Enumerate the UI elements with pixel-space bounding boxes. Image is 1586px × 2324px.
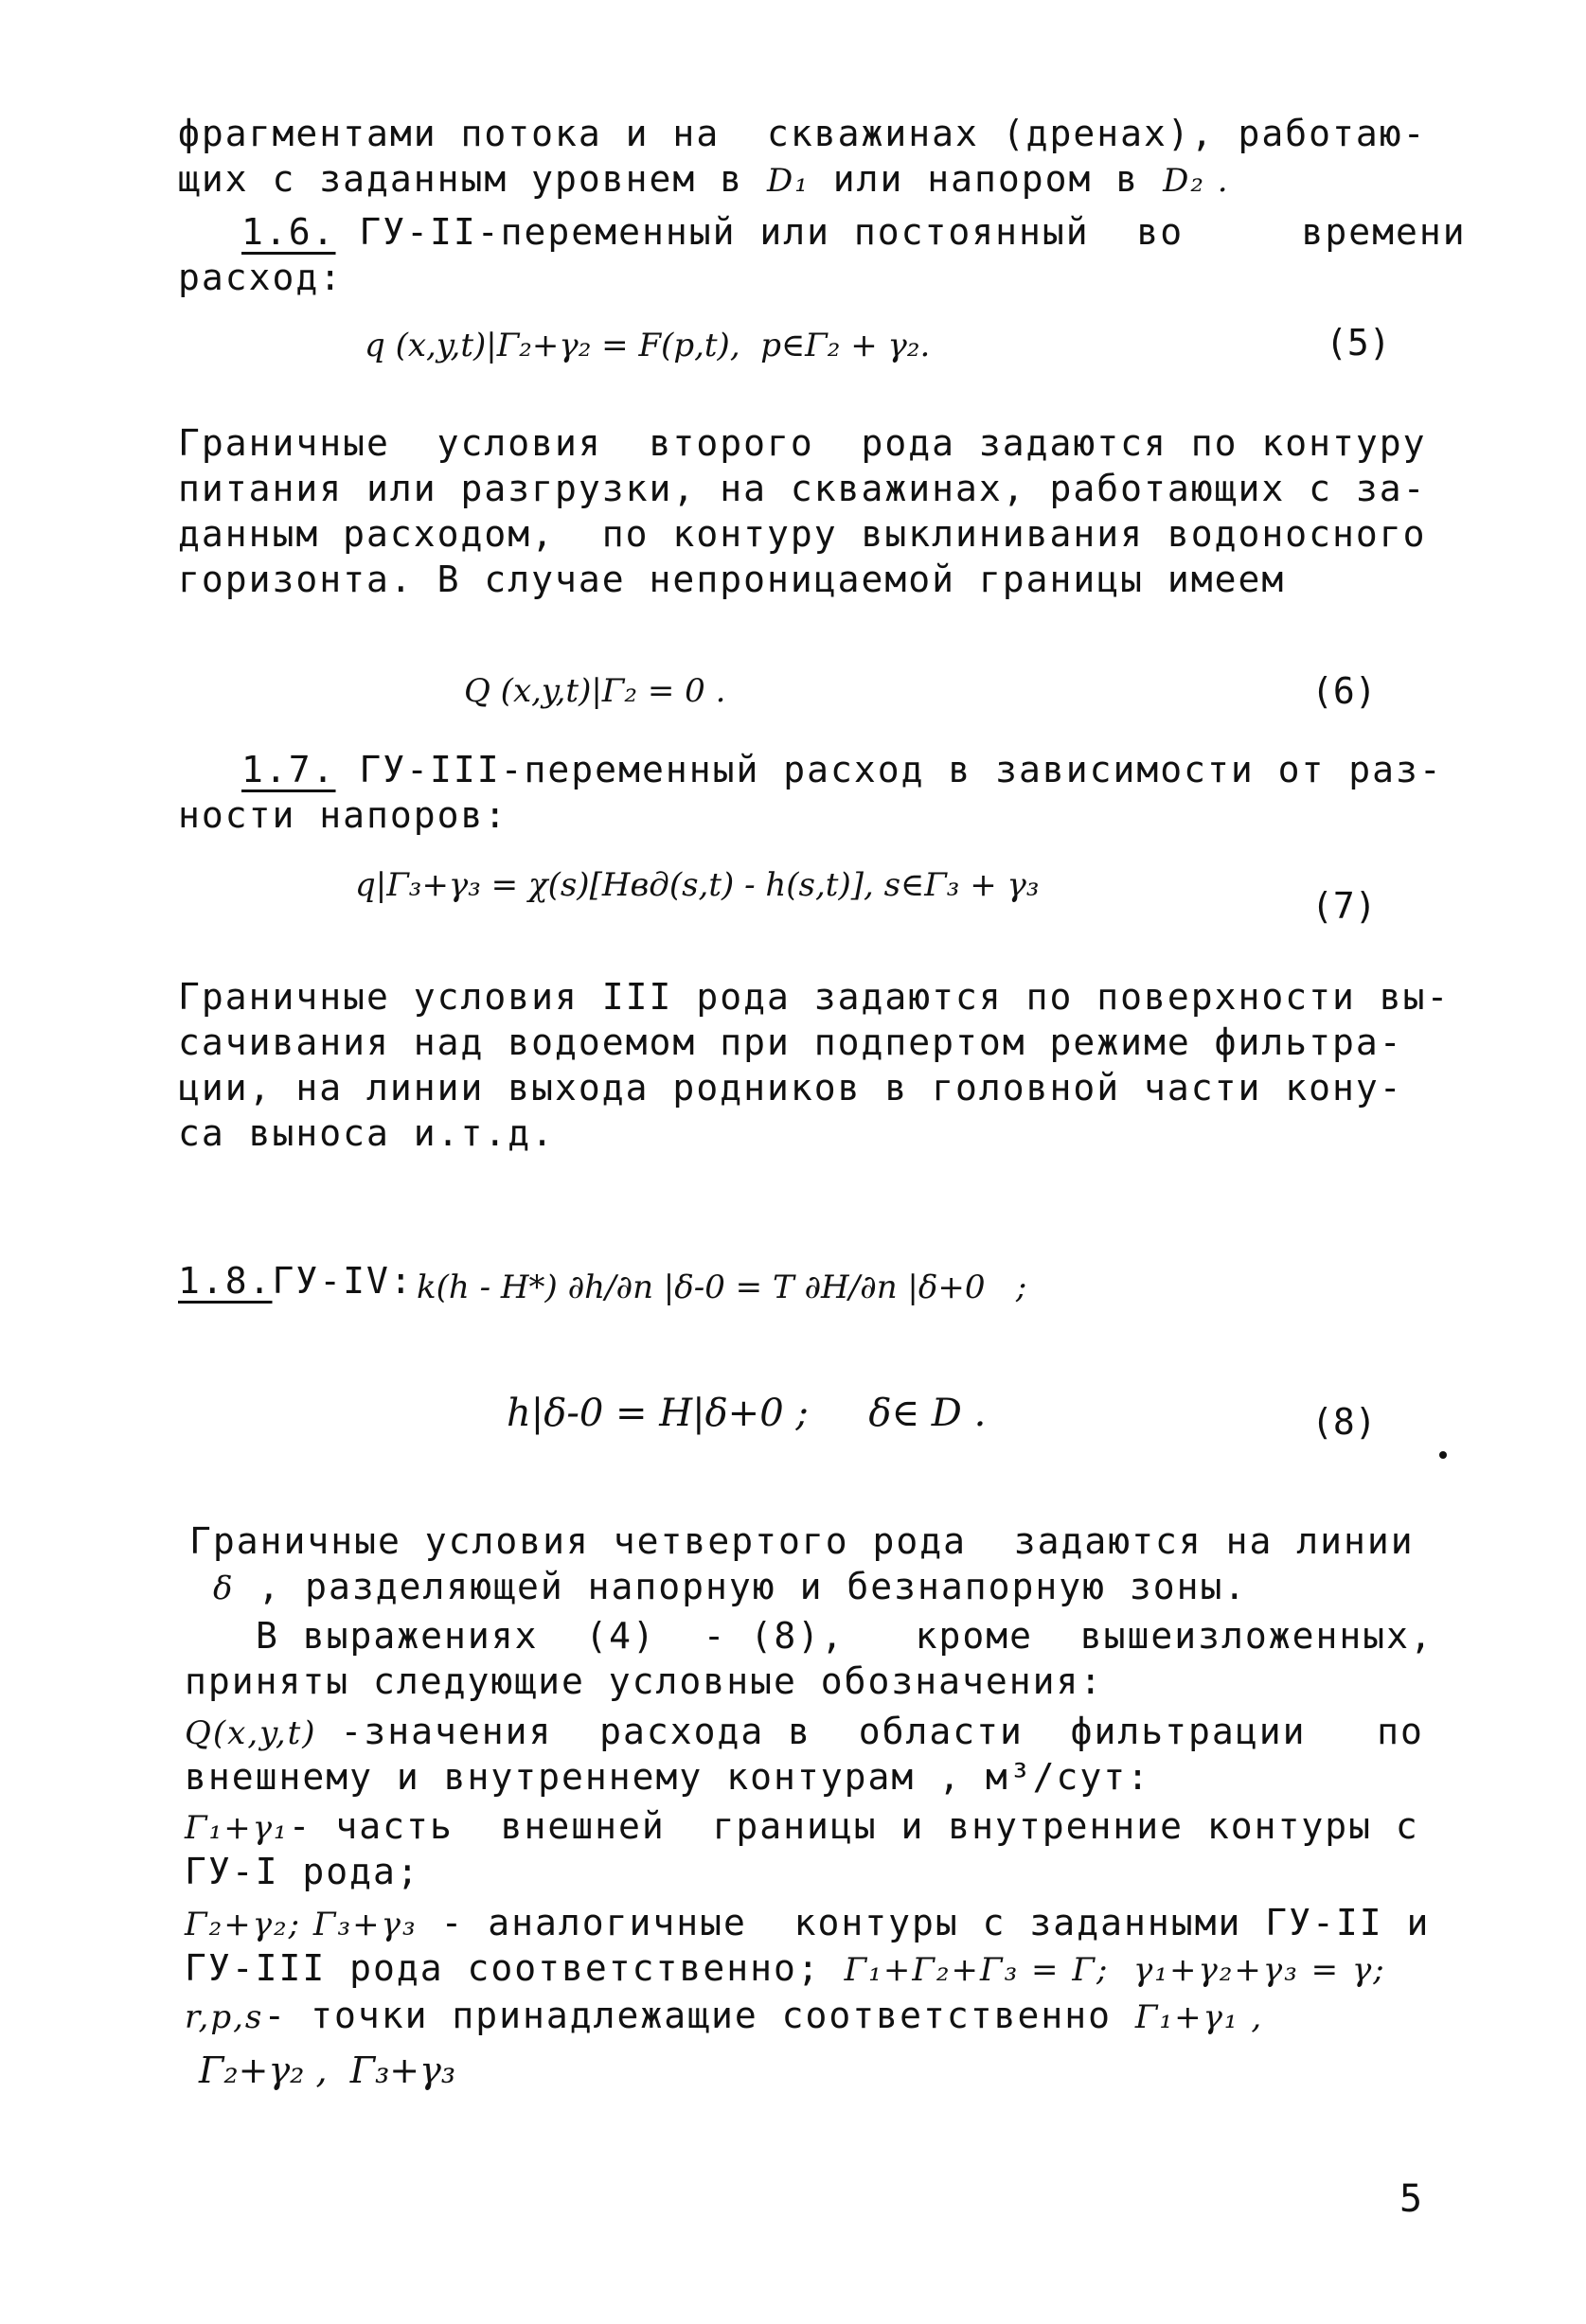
text-line: Граничные условия III рода задаются по поверхности вы- — [178, 976, 1451, 1018]
math: Γ₁+Γ₂+Γ₃ = Γ; γ₁+γ₂+γ₃ = γ; — [844, 1951, 1386, 1989]
text-line: расход: — [178, 257, 344, 298]
equation-8a: k(h - H*) ∂h/∂n |δ-0 = T ∂H/∂n |δ+0 ; — [417, 1268, 1027, 1306]
section-number: 1.6. — [241, 211, 336, 253]
text-line: В выражениях (4) - (8), кроме вышеизложенных, — [256, 1615, 1434, 1657]
text: ГУ-III-переменный расход в зависимости от раз- — [359, 749, 1443, 790]
text: - аналогичные контуры с заданными ГУ-II и — [440, 1902, 1431, 1943]
math: r,p,s — [185, 1998, 264, 2036]
text: -значения расхода в области фильтрации по — [340, 1711, 1424, 1752]
section-number: 1.8. — [178, 1260, 273, 1302]
equation-7: q|Γ₃+γ₃ = χ(s)[Hвд(s,t) - h(s,t)], s∈Γ₃ + γ₃ — [355, 866, 1040, 904]
text-line: ГУ-I рода; — [185, 1851, 420, 1892]
text-line: ности напоров: — [178, 794, 508, 836]
text-line: фрагментами потока и на скважинах (дренах), работаю- — [178, 113, 1427, 154]
text: , разделяющей напорную и безнапорную зоны. — [258, 1566, 1248, 1607]
text-line: сачивания над водоемом при подпертом режиме фильтра- — [178, 1021, 1403, 1063]
math: D₁ — [766, 162, 810, 200]
math: Γ₁+γ₁ — [185, 1809, 289, 1847]
text-line — [185, 1994, 1263, 2039]
equation-8b: h|δ-0 = H|δ+0 ; δ∈ D . — [507, 1392, 987, 1435]
text: щих с заданным уровнем в — [178, 158, 744, 200]
text-line: ции, на линии выхода родников в головной части кону- — [178, 1067, 1403, 1109]
text-line — [185, 1804, 1419, 1850]
equation-number: (7) — [1311, 885, 1377, 927]
section-number: 1.7. — [241, 749, 336, 790]
stray-dot — [1439, 1451, 1447, 1459]
math-line: Γ₂+γ₂ , Γ₃+γ₃ — [199, 2049, 456, 2091]
text: или напором в — [832, 158, 1140, 200]
equation-number: (5) — [1326, 322, 1391, 364]
equation-number: (6) — [1311, 670, 1377, 712]
section-1-6 — [241, 210, 1467, 254]
math: Q(x,y,t) — [185, 1714, 317, 1752]
math: Γ₂+γ₂; Γ₃+γ₃ — [185, 1906, 418, 1943]
text-line: приняты следующие условные обозначения: — [185, 1660, 1104, 1702]
math: Γ₁+γ₁ , — [1134, 1998, 1264, 2036]
text: ГУ-IV: — [272, 1260, 414, 1302]
text-line — [185, 1946, 1386, 1992]
text-line: питания или разгрузки, на скважинах, работающих с за- — [178, 468, 1427, 509]
text-line — [178, 157, 1230, 203]
page-number: 5 — [1399, 2177, 1423, 2221]
text: - точки принадлежащие соответственно — [263, 1995, 1112, 2036]
math: δ — [213, 1570, 235, 1607]
text-line: данным расходом, по контуру выклинивания водоносного — [178, 513, 1427, 555]
text-line — [185, 1710, 1424, 1755]
equation-5: q (x,y,t)|Γ₂+γ₂ = F(p,t), p∈Γ₂ + γ₂. — [365, 327, 931, 364]
equation-number: (8) — [1311, 1401, 1377, 1443]
text: ГУ-III рода соответственно; — [185, 1947, 821, 1989]
text: - часть внешней границы и внутренние контуры с — [288, 1805, 1419, 1847]
text-line: внешнему и внутреннему контурам , м³/сут: — [185, 1756, 1150, 1798]
equation-6: Q (x,y,t)|Γ₂ = 0 . — [464, 672, 726, 710]
text-line: са выноса и.т.д. — [178, 1112, 556, 1154]
section-1-7 — [241, 748, 1443, 791]
text-line: Граничные условия четвертого рода задаются на линии — [189, 1520, 1415, 1562]
text-line: Граничные условия второго рода задаются по контуру — [178, 422, 1427, 464]
text-line: горизонта. В случае непроницаемой границы имеем — [178, 559, 1286, 600]
text-line — [185, 1901, 1430, 1946]
text: ГУ-II-переменный или постоянный во времени — [359, 211, 1467, 253]
text-line — [213, 1565, 1247, 1610]
section-1-8 — [178, 1259, 414, 1303]
math: D₂ . — [1163, 162, 1230, 200]
